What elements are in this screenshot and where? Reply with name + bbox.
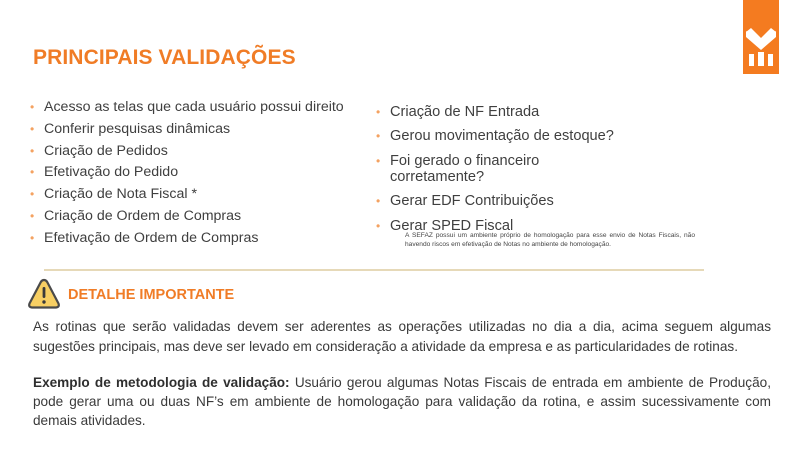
bullet-icon: • <box>30 187 35 202</box>
list-item-label: Acesso as telas que cada usuário possui direito <box>44 99 344 115</box>
house-chevron-icon <box>746 28 776 68</box>
list-item <box>30 229 344 251</box>
list-item <box>376 193 614 210</box>
section-divider <box>44 269 704 271</box>
bullet-icon: • <box>30 143 35 158</box>
methodology-text: Usuário gerou algumas Notas Fiscais de entrada em ambiente de Produção, pode gerar uma ou duas NF’s em ambiente de homologação para validação da rotina, e assim sucessivamente com demais atividades. <box>33 375 771 428</box>
sefaz-note: A SEFAZ possui um ambiente próprio de homologação para esse envio de Notas Fiscais, não havendo riscos em efetivação de Notas no ambiente de homologação. <box>405 232 695 248</box>
validations-list-left <box>30 98 344 251</box>
bullet-icon: • <box>376 153 381 168</box>
methodology-paragraph <box>33 373 771 430</box>
list-item <box>30 142 344 164</box>
bullet-icon: • <box>30 165 35 180</box>
list-item-label: Criação de NF Entrada <box>390 104 540 120</box>
list-item <box>376 128 614 145</box>
list-item <box>30 120 344 142</box>
bullet-icon: • <box>30 208 35 223</box>
list-item-label: Foi gerado o financeiro corretamente? <box>390 152 540 186</box>
list-item-label: Efetivação de Ordem de Compras <box>44 229 259 246</box>
list-item <box>376 104 614 121</box>
list-item-label: Conferir pesquisas dinâmicas <box>44 120 231 137</box>
bullet-icon: • <box>376 129 381 144</box>
list-item <box>30 207 344 229</box>
list-item-label: Gerou movimentação de estoque? <box>390 128 614 145</box>
validations-list-right <box>376 104 614 242</box>
list-item-label: Gerar EDF Contribuições <box>390 193 554 210</box>
list-item-label: Criação de Nota Fiscal * <box>44 186 197 203</box>
warning-icon <box>27 277 61 316</box>
page-title: PRINCIPAIS VALIDAÇÕES <box>33 46 296 69</box>
list-item <box>376 153 590 186</box>
list-item-label: Criação de Ordem de Compras <box>44 207 242 224</box>
important-heading: DETALHE IMPORTANTE <box>68 287 235 303</box>
list-item-label: Criação de Pedidos <box>44 142 168 159</box>
methodology-label: Exemplo de metodologia de validação: <box>33 375 290 390</box>
list-item <box>30 163 344 185</box>
list-item <box>30 98 344 120</box>
bullet-icon: • <box>30 100 35 114</box>
bullet-icon: • <box>30 121 35 136</box>
company-logo <box>743 0 779 74</box>
bullet-icon: • <box>30 230 35 245</box>
list-item-label: Efetivação do Pedido <box>44 164 179 181</box>
bullet-icon: • <box>376 218 381 233</box>
list-item-label: Gerar SPED Fiscal <box>390 217 514 234</box>
bullet-icon: • <box>376 194 381 209</box>
important-paragraph: As rotinas que serão validadas devem ser aderentes as operações utilizadas no dia a dia, acima seguem algumas sugestões principais, mas deve ser levado em consideração a atividade da empresa e as particularidades de rotinas. <box>33 319 771 354</box>
bullet-icon: • <box>376 105 381 119</box>
list-item <box>30 185 344 207</box>
